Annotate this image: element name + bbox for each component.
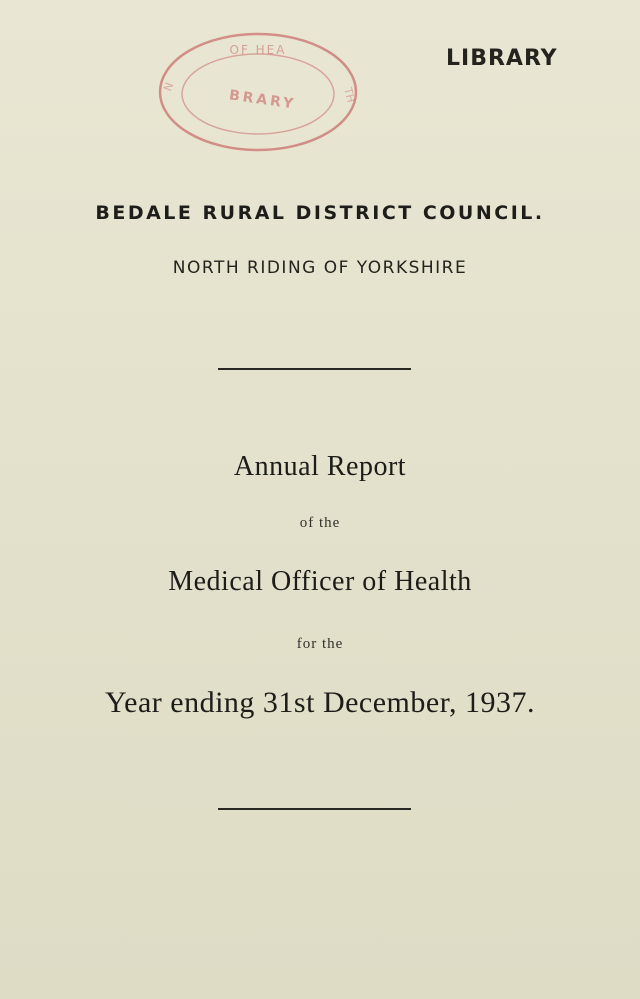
year-line: Year ending 31st December, 1937.	[105, 686, 535, 719]
library-stamp	[150, 24, 370, 164]
riding-name: NORTH RIDING OF YORKSHIRE	[172, 258, 468, 278]
bottom-divider	[218, 808, 411, 810]
officer-title: Medical Officer of Health	[168, 566, 472, 597]
for-the-text: for the	[296, 636, 344, 652]
stamp-text-right: TH	[341, 86, 358, 105]
report-title: Annual Report	[233, 451, 407, 482]
stamp-text-top: OF HEA	[229, 43, 287, 57]
library-label: LIBRARY	[446, 46, 558, 71]
stamp-text-left: N	[161, 80, 177, 93]
top-divider	[218, 368, 411, 370]
of-the-text: of the	[299, 515, 341, 531]
stamp-text-middle: BRARY	[228, 87, 298, 113]
council-name: BEDALE RURAL DISTRICT COUNCIL.	[95, 202, 545, 224]
